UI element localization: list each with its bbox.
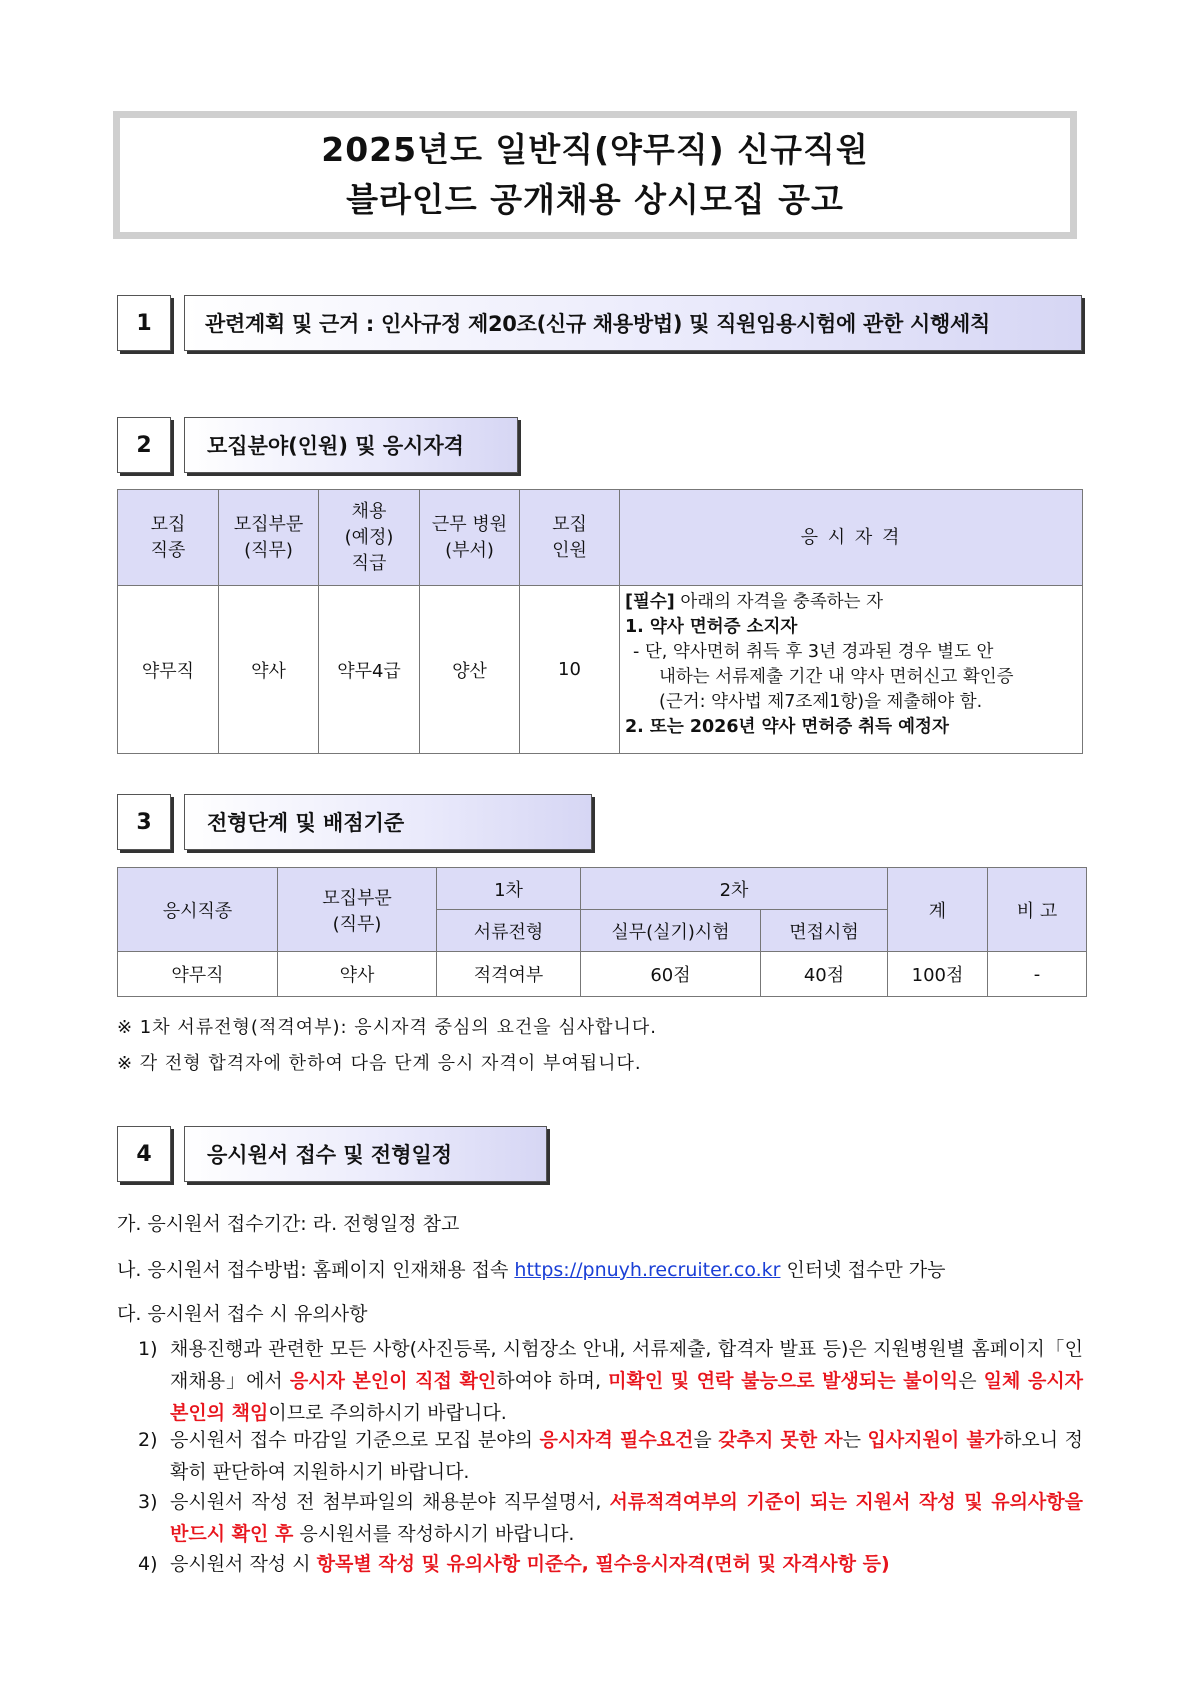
- application-notes-heading: 다. 응시원서 접수 시 유의사항: [117, 1303, 368, 1325]
- list-item: 4) 응시원서 작성 시 항목별 작성 및 유의사항 미준수, 필수응시자격(면허 및 자격사항 등): [138, 1553, 890, 1575]
- header-interview: 면접시험: [761, 910, 888, 952]
- cell-grade: 약무4급: [319, 586, 420, 754]
- header-count: 모집 인원: [520, 490, 620, 586]
- cell-note: -: [988, 952, 1087, 997]
- cell-hospital: 양산: [420, 586, 520, 754]
- notice-title-box: [113, 111, 1077, 239]
- cell-document: 적격여부: [437, 952, 581, 997]
- required-tag: [필수]: [625, 592, 675, 612]
- section-2-title: 모집분야(인원) 및 응시자격: [184, 417, 518, 473]
- header-document: 서류전형: [437, 910, 581, 952]
- application-period: 가. 응시원서 접수기간: 라. 전형일정 참고: [117, 1213, 460, 1235]
- notice-title-line1: 2025년도 일반직(약무직) 신규직원: [321, 130, 869, 169]
- cell-field: 약사: [278, 952, 437, 997]
- header-field: 모집부문 (직무): [219, 490, 319, 586]
- section-4-number: 4: [117, 1126, 171, 1182]
- header-job-type: 모집 직종: [118, 490, 219, 586]
- qual-line-1: 아래의 자격을 충족하는 자: [674, 592, 884, 612]
- recruit-site-link[interactable]: https://pnuyh.recruiter.co.kr: [514, 1259, 781, 1281]
- header-qualification: 응 시 자 격: [620, 490, 1083, 586]
- list-item: 2) 응시원서 접수 마감일 기준으로 모집 분야의 응시자격 필수요건을 갖추지 못한 자는 입사지원이 불가하오니 정확히 판단하여 지원하시기 바랍니다.: [138, 1429, 1083, 1483]
- qual-line-2: 1. 약사 면허증 소지자: [625, 617, 798, 637]
- cell-job-type: 약무직: [118, 586, 219, 754]
- note-2: ※ 각 전형 합격자에 한하여 다음 단계 응시 자격이 부여됩니다.: [117, 1053, 642, 1074]
- section-3-title: 전형단계 및 배점기준: [184, 794, 592, 850]
- qual-line-3: - 단, 약사면허 취득 후 3년 경과된 경우 별도 안: [633, 642, 994, 662]
- score-table: [117, 867, 1087, 997]
- cell-type: 약무직: [118, 952, 278, 997]
- list-item: 3) 응시원서 작성 전 첨부파일의 채용분야 직무설명서, 서류적격여부의 기준이 되는 지원서 작성 및 유의사항을 반드시 확인 후 응시원서를 작성하시기 바랍니다.: [138, 1491, 1083, 1545]
- application-method: 나. 응시원서 접수방법: 홈페이지 인재채용 접속 https://pnuyh.recruiter.co.kr 인터넷 접수만 가능: [117, 1259, 946, 1281]
- header-practical: 실무(실기)시험: [581, 910, 761, 952]
- cell-count: 10: [520, 586, 620, 754]
- header-type: 응시직종: [118, 868, 278, 952]
- header-second-stage: 2차: [581, 868, 888, 910]
- notice-title-line2: 블라인드 공개채용 상시모집 공고: [346, 180, 844, 219]
- section-1-number: 1: [117, 295, 171, 351]
- header-first-stage: 1차: [437, 868, 581, 910]
- header-total: 계: [888, 868, 988, 952]
- table-row: [118, 952, 1087, 997]
- cell-field: 약사: [219, 586, 319, 754]
- cell-qualification: [620, 586, 1083, 754]
- section-3-number: 3: [117, 794, 171, 850]
- header-hospital: 근무 병원 (부서): [420, 490, 520, 586]
- recruitment-table: [117, 489, 1083, 754]
- cell-practical: 60점: [581, 952, 761, 997]
- header-note: 비 고: [988, 868, 1087, 952]
- section-1-title: 관련계획 및 근거 : 인사규정 제20조(신규 채용방법) 및 직원임용시험에 관한 시행세칙: [184, 295, 1082, 351]
- recruitment-table-header: [118, 490, 1083, 586]
- qual-line-4: 내하는 서류제출 기간 내 약사 면허신고 확인증: [659, 667, 1014, 687]
- list-item: 1) 채용진행과 관련한 모든 사항(사진등록, 시험장소 안내, 서류제출, 합격자 발표 등)은 지원병원별 홈페이지「인재채용」에서 응시자 본인이 직접 확인하여야 하며, 미확인 및 연락 불능으로 발생되는 불이익은 일체 응시자 본인의 책임이므로 주의하시기 바랍니다.: [138, 1338, 1084, 1424]
- qual-line-6: 2. 또는 2026년 약사 면허증 취득 예정자: [625, 717, 949, 737]
- section-4-title: 응시원서 접수 및 전형일정: [184, 1126, 547, 1182]
- cell-total: 100점: [888, 952, 988, 997]
- cell-interview: 40점: [761, 952, 888, 997]
- qual-line-5: (근거: 약사법 제7조제1항)을 제출해야 함.: [659, 692, 983, 712]
- section-2-number: 2: [117, 417, 171, 473]
- table-row: [118, 586, 1083, 754]
- header-field: 모집부문 (직무): [278, 868, 437, 952]
- note-1: ※ 1차 서류전형(적격여부): 응시자격 중심의 요건을 심사합니다.: [117, 1017, 658, 1038]
- header-grade: 채용 (예정) 직급: [319, 490, 420, 586]
